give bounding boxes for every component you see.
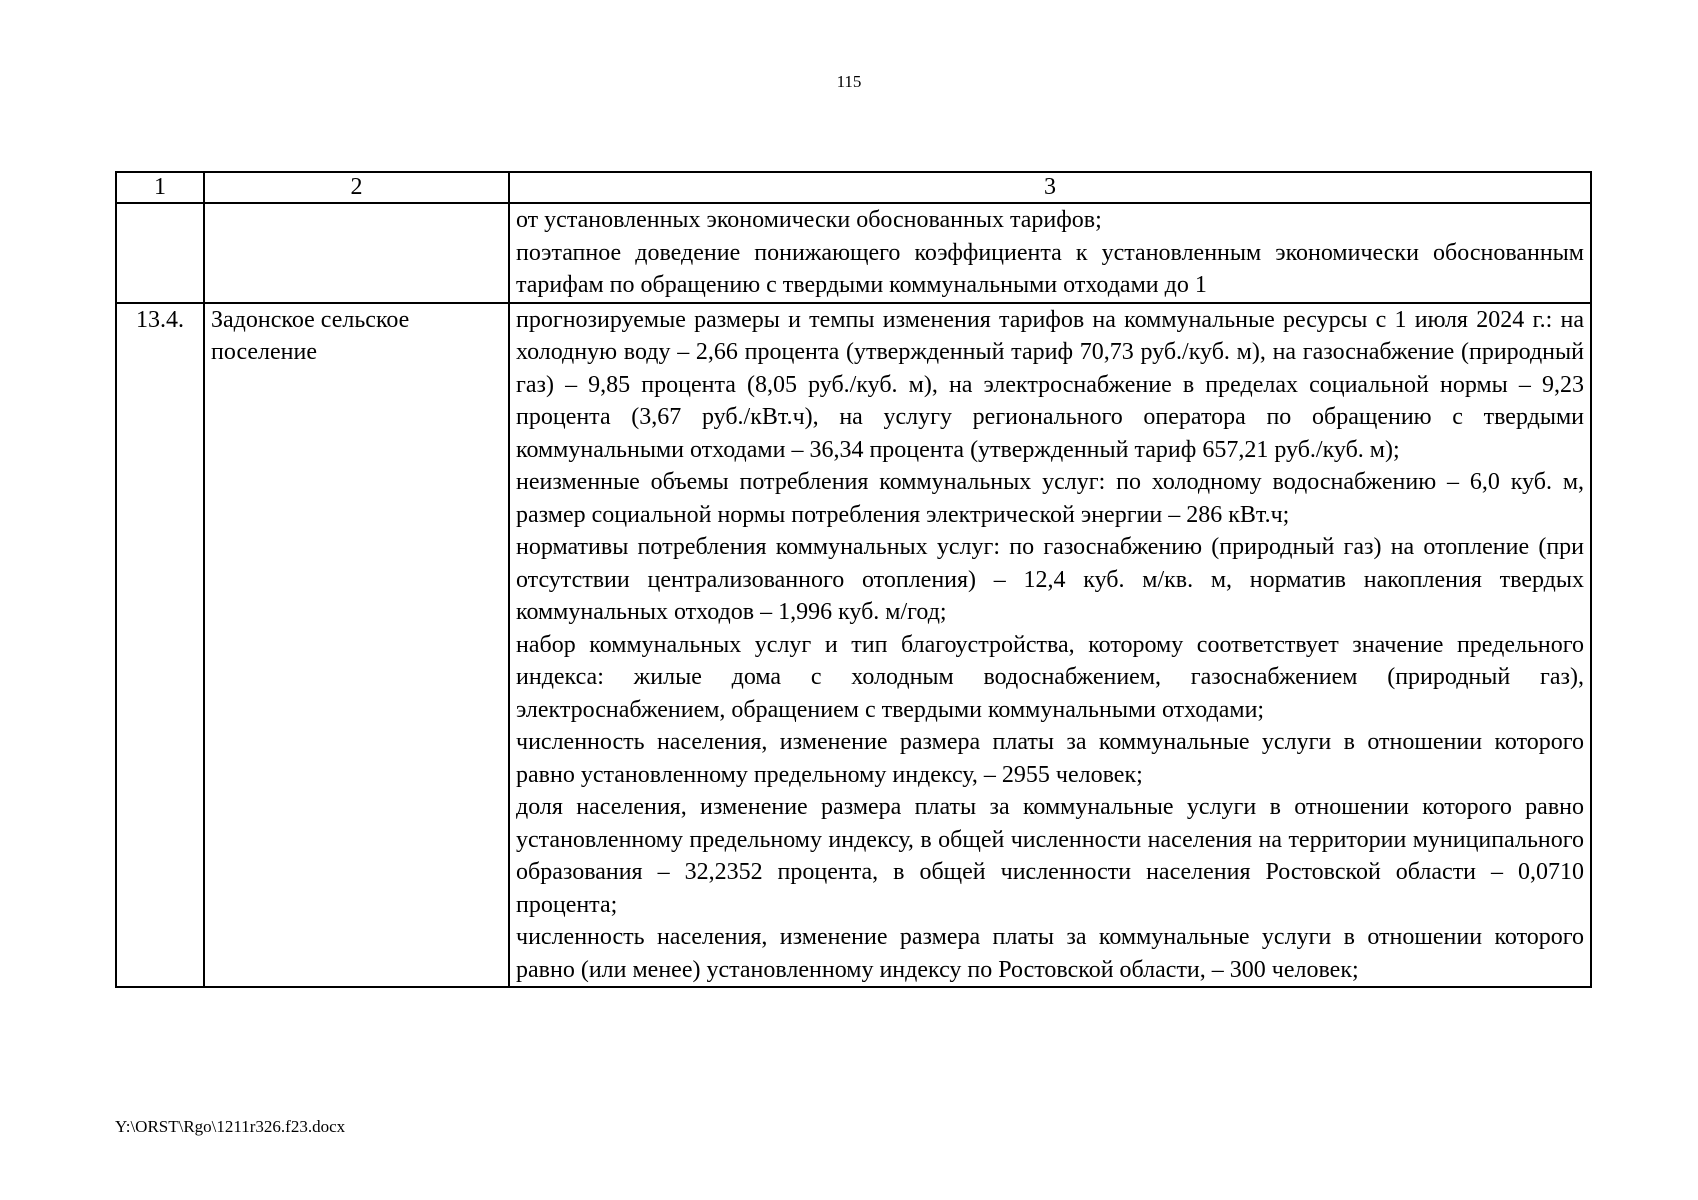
header-cell-2: 2 <box>204 172 509 203</box>
row-text-cell <box>509 303 1591 988</box>
table-header-row <box>116 172 1591 203</box>
row-number-cell: 13.4. <box>116 303 204 988</box>
table-row-continuation <box>116 203 1591 303</box>
footer-file-path: Y:\ORST\Rgo\1211r326.f23.docx <box>115 1117 346 1136</box>
text-paragraph: неизменные объемы потребления коммунальных услуг: по холодному водоснабжению – 6,0 куб. м, размер социальной нормы потребления электрической энергии – 286 кВт.ч; <box>516 469 1584 528</box>
text-paragraph: доля населения, изменение размера платы за коммунальные услуги в отношении которого равно установленному предельному индексу, в общей численности населения на территории муниципального образования – 32,2352 процента, в общей численности населения Ростовской области – 0,0710 процента; <box>516 794 1584 918</box>
table-row-13-4 <box>116 303 1591 988</box>
text-paragraph: численность населения, изменение размера платы за коммунальные услуги в отношении которого равно (или менее) установленному индексу по Ростовской области, – 300 человек; <box>516 924 1584 983</box>
row-text-cell <box>509 203 1591 303</box>
header-cell-1: 1 <box>116 172 204 203</box>
text-paragraph: набор коммунальных услуг и тип благоустройства, которому соответствует значение предельного индекса: жилые дома с холодным водоснабжением, газоснабжением (природный газ), электроснабжением, обращением с твердыми коммунальными отходами; <box>516 631 1584 723</box>
text-paragraph: нормативы потребления коммунальных услуг: по газоснабжению (природный газ) на отопление (при отсутствии централизованного отопления) – 12,4 куб. м/кв. м, норматив накопления твердых коммунальных отходов – 1,996 куб. м/год; <box>516 534 1584 625</box>
row-number-cell <box>116 203 204 303</box>
page-number: 115 <box>836 72 862 91</box>
document-table <box>115 171 1592 988</box>
header-cell-3: 3 <box>509 172 1591 203</box>
row-name-cell <box>204 203 509 303</box>
text-paragraph: численность населения, изменение размера платы за коммунальные услуги в отношении которого равно установленному предельному индексу, – 2955 человек; <box>516 729 1584 788</box>
text-paragraph: прогнозируемые размеры и темпы изменения тарифов на коммунальные ресурсы с 1 июля 2024 г.: на холодную воду – 2,66 процента (утвержденный тариф 70,73 руб./куб. м), на газоснабжение (природный газ) – 9,85 процента (8,05 руб./куб. м), на электроснабжение в пределах социальной нормы – 9,23 процента (3,67 руб./кВт.ч), на услугу регионального оператора по обращению с твердыми коммунальными отходами – 36,34 процента (утвержденный тариф 657,21 руб./куб. м); <box>516 306 1584 463</box>
text-paragraph: поэтапное доведение понижающего коэффициента к установленным экономически обоснованным тарифам по обращению с твердыми коммунальными отходами до 1 <box>516 239 1584 298</box>
row-name-cell: Задонское сельское поселение <box>204 303 509 988</box>
text-paragraph: от установленных экономически обоснованных тарифов; <box>516 207 1102 233</box>
